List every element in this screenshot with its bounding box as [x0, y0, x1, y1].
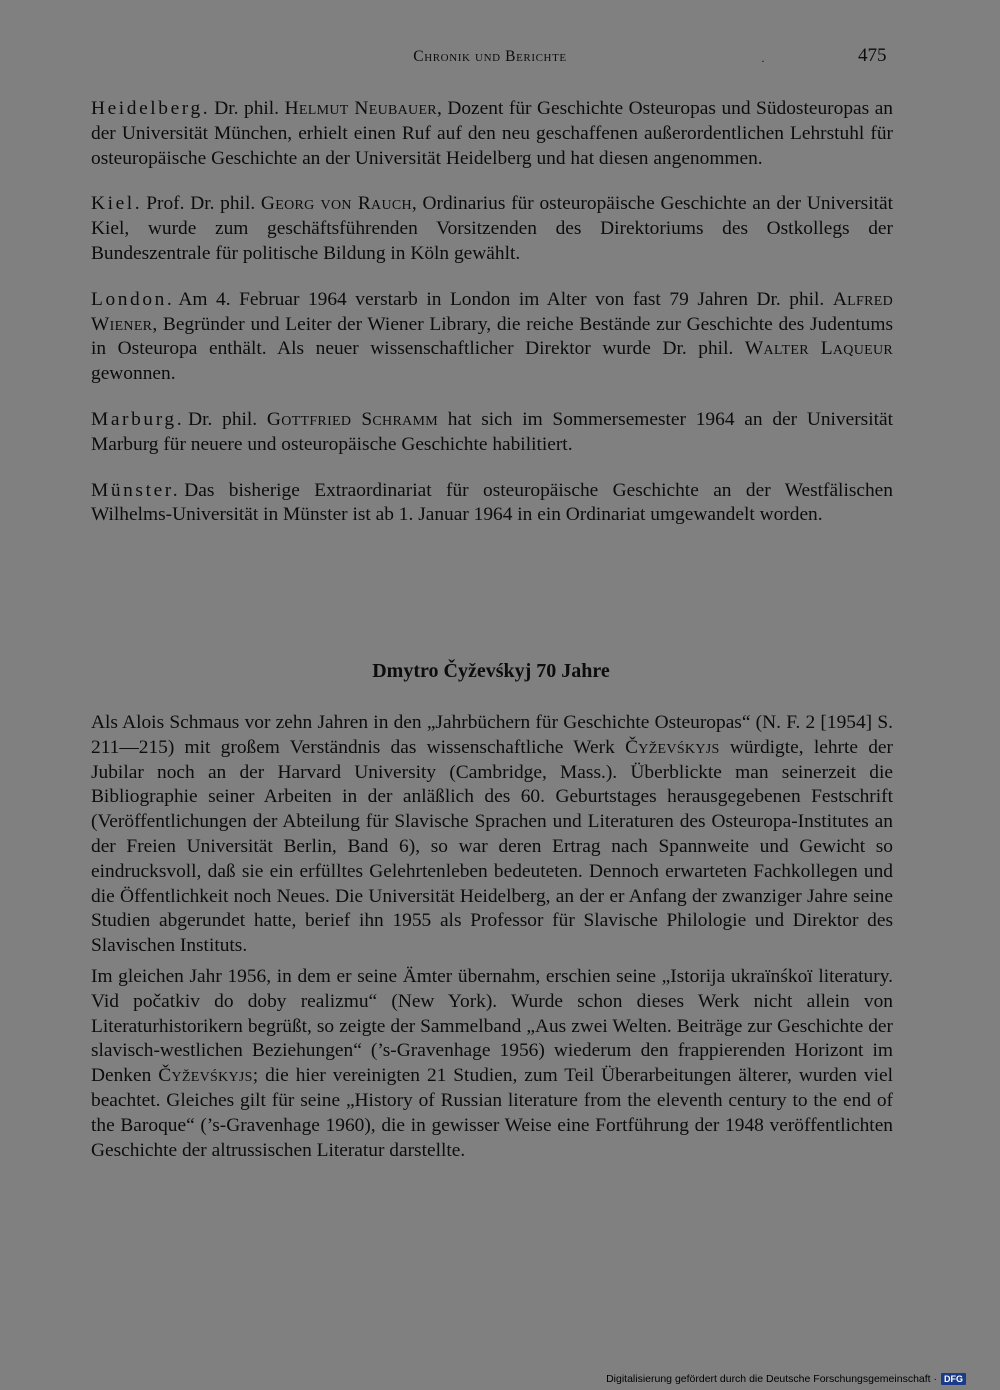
person-name: Georg von Rauch	[260, 193, 412, 215]
entry-city: Kiel.	[91, 193, 143, 215]
entry-city: London.	[91, 288, 175, 310]
entry-city: Marburg.	[91, 408, 185, 430]
article-title: Dmytro Čyževśkyj 70 Jahre	[372, 660, 610, 682]
running-header: Chronik und Berichte	[413, 48, 567, 65]
news-entry-muenster: Münster. Das bisherige Extraordinariat für osteuropäische Geschichte an der Westfälischen Wilhelms-Universität in Münster ist ab 1. Januar 1964 in ein Ordinariat umgewandelt worden.	[91, 479, 893, 526]
news-entry-marburg: Marburg. Dr. phil. Gottfried Schramm hat sich im Sommersemester 1964 an der Universität Marburg für neuere und osteuropäische Geschichte habilitiert.	[91, 408, 893, 455]
news-section	[91, 97, 893, 528]
news-entry-heidelberg: Heidelberg. Dr. phil. Helmut Neubauer, Dozent für Geschichte Osteuropas und Südosteuropas an der Universität München, erhielt einen Ruf auf den neu geschaffenen außerordentlichen Lehrstuhl für osteuropäische Geschichte an der Universität Heidelberg und hat diesen angenommen.	[91, 98, 894, 169]
person-name: Walter Laqueur	[744, 338, 893, 360]
entry-city: Heidelberg.	[91, 98, 211, 119]
article-body	[91, 711, 893, 1169]
person-name: Čyževśkyjs	[625, 736, 720, 758]
person-name: Helmut Neubauer	[284, 98, 437, 119]
person-name: Čyževśkyjs	[158, 1065, 253, 1087]
news-entry-london: London. Am 4. Februar 1964 verstarb in London im Alter von fast 79 Jahren Dr. phil. Alfred Wiener, Begründer und Leiter der Wiener Library, die reiche Bestände zur Geschichte des Judentums in Osteuropa enthält. Als neuer wissenschaftlicher Direktor wurde Dr. phil. Walter Laqueur gewonnen.	[91, 288, 893, 385]
footer-text: Digitalisierung gefördert durch die Deutsche Forschungsgemeinschaft ·	[606, 1373, 937, 1385]
article-paragraph: Als Alois Schmaus vor zehn Jahren in den „Jahrbüchern für Geschichte Osteuropas“ (N. F. 2 [1954] S. 211—215) mit großem Verständnis das wissenschaftliche Werk Čyževśkyjs würdigte, lehrte der Jubilar noch an der Harvard University (Cambridge, Mass.). Überblickte man seinerzeit die Bibliographie seiner Arbeiten in der anläßlich des 60. Geburtstages herausgegebenen Festschrift (Veröffentlichungen der Abteilung für Slavische Sprachen und Literaturen des Osteuropa-Institutes an der Freien Universität Berlin, Band 6), so war deren Ertrag nach Spannweite und Gewicht so eindrucksvoll, daß sie ein erfülltes Gelehrtenleben bedeuteten. Dennoch erwarteten Fachkollegen und die Öffentlichkeit noch Neues. Die Universität Heidelberg, an der er Anfang der zwanziger Jahre seine Studien abgerundet hatte, berief ihn 1955 als Professor für Slavische Philologie und Direktor des Slavischen Instituts.	[91, 712, 893, 957]
entry-city: Münster.	[91, 479, 181, 501]
news-entry-kiel: Kiel. Prof. Dr. phil. Georg von Rauch, Ordinarius für osteuropäische Geschichte an der Universität Kiel, wurde zum geschäftsführenden Vorsitzenden des Direktoriums des Ostkollegs der Bundeszentrale für politische Bildung in Köln gewählt.	[91, 193, 893, 264]
digitization-footer	[606, 1368, 966, 1390]
person-name: Alfred Wiener	[91, 288, 893, 335]
person-name: Gottfried Schramm	[266, 408, 439, 430]
dfg-logo-icon: DFG	[941, 1373, 966, 1385]
header-mark: ·	[761, 54, 765, 68]
page-number: 475	[858, 45, 887, 66]
article-paragraph: Im gleichen Jahr 1956, in dem er seine Ämter übernahm, erschien seine „Istorija ukraïnśkoï literatury. Vid počatkiv do doby realizmu“ (New York). Wurde schon dieses Werk nicht allein von Literaturhistorikern begrüßt, so zeigte der Sammelband „Aus zwei Welten. Beiträge zur Geschichte der slavisch-westlichen Beziehungen“ (’s-Gravenhage 1956) wiederum den frappierenden Horizont im Denken Čyževśkyjs; die hier vereinigten 21 Studien, zum Teil Überarbeitungen älterer, wurden viel beachtet. Gleiches gilt für seine „History of Russian literature from the eleventh century to the end of the Baroque“ (’s-Gravenhage 1960), die in gewisser Weise eine Fortführung der 1948 veröffentlichten Geschichte der altrussischen Literatur darstellte.	[91, 965, 893, 1161]
